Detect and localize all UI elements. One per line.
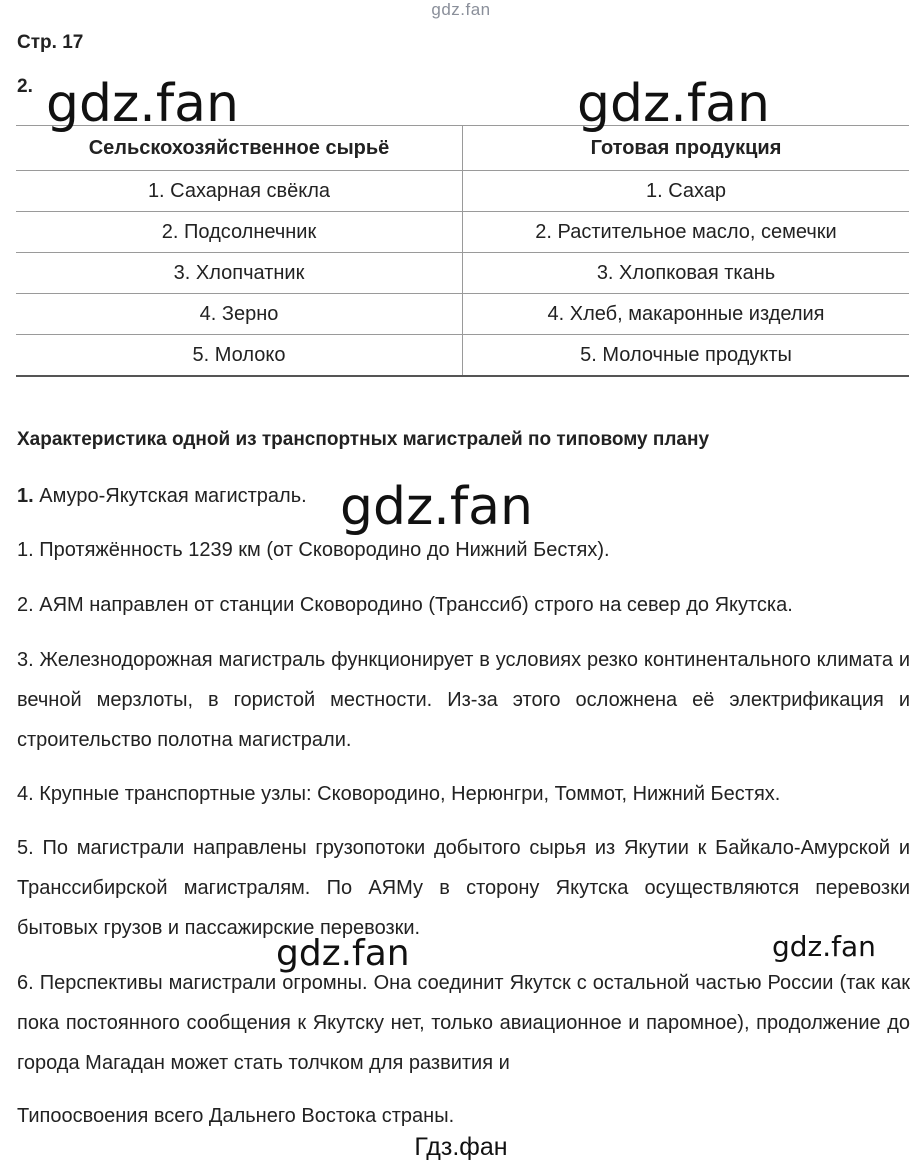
item-title: Амуро-Якутская магистраль. — [39, 485, 307, 507]
point-1: 1. Протяжённость 1239 км (от Сковородино до Нижний Бестях). — [17, 539, 610, 561]
footer-watermark: Гдз.фан — [414, 1133, 508, 1161]
table-cell-raw: 4. Зерно — [16, 294, 463, 335]
point-2: 2. АЯМ направлен от станции Сковородино (Транссиб) строго на север до Якутска. — [17, 594, 793, 616]
table-cell-product: 1. Сахар — [463, 171, 910, 212]
table-row — [16, 171, 909, 212]
watermark-lower-right: gdz.fan — [772, 930, 876, 963]
point-6-continuation: Типоосвоения всего Дальнего Востока страны. — [17, 1105, 455, 1127]
item-number: 1. — [17, 485, 34, 507]
raw-materials-table — [16, 125, 909, 377]
table-cell-product: 5. Молочные продукты — [463, 335, 910, 377]
table-cell-raw: 2. Подсолнечник — [16, 212, 463, 253]
watermark-lower-left: gdz.fan — [276, 933, 410, 974]
table-row — [16, 253, 909, 294]
watermark-left: gdz.fan — [46, 74, 239, 134]
table-cell-product: 4. Хлеб, макаронные изделия — [463, 294, 910, 335]
table-row — [16, 335, 909, 377]
table-cell-raw: 1. Сахарная свёкла — [16, 171, 463, 212]
point-6: 6. Перспективы магистрали огромны. Она соединит Якутск с остальной частью России (так как пока постоянного сообщения к Якутску нет, только авиационное и паромное), продолжение до города Магадан может стать толчком для развития и — [17, 972, 910, 1074]
table-cell-raw: 5. Молоко — [16, 335, 463, 377]
page-reference: Стр. 17 — [17, 32, 84, 53]
point-5: 5. По магистрали направлены грузопотоки добытого сырья из Якутии к Байкало-Амурской и Транссибирской магистралям. По АЯМу в сторону Якутска осуществляются перевозки бытовых грузов и пассажирские перевозки. — [17, 837, 910, 939]
table-header-raw: Сельскохозяйственное сырьё — [16, 126, 463, 171]
task-number: 2. — [17, 76, 33, 97]
watermark-top: gdz.fan — [431, 0, 491, 19]
table-row — [16, 294, 909, 335]
table-cell-raw: 3. Хлопчатник — [16, 253, 463, 294]
watermark-center: gdz.fan — [340, 477, 533, 537]
table-cell-product: 2. Растительное масло, семечки — [463, 212, 910, 253]
table-header-product: Готовая продукция — [463, 126, 910, 171]
watermark-right: gdz.fan — [577, 74, 770, 134]
point-4: 4. Крупные транспортные узлы: Сковородино, Нерюнгри, Томмот, Нижний Бестях. — [17, 783, 781, 805]
section-heading: Характеристика одной из транспортных магистралей по типовому плану — [17, 429, 710, 450]
table-row — [16, 212, 909, 253]
table-cell-product: 3. Хлопковая ткань — [463, 253, 910, 294]
point-3: 3. Железнодорожная магистраль функционирует в условиях резко континентального климата и вечной мерзлоты, в гористой местности. Из-за этого осложнена её электрификация и строительство полотна магистрали. — [17, 649, 910, 751]
